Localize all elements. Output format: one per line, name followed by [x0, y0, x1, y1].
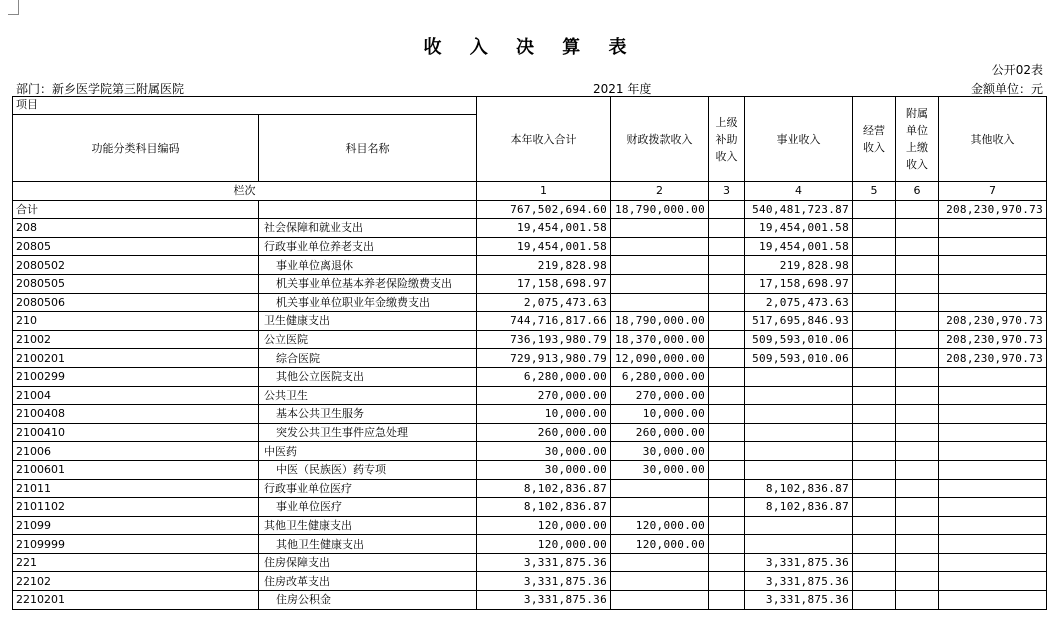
row-amount-col-5 [853, 442, 896, 461]
row-amount-col-5 [853, 349, 896, 368]
column-index-6: 6 [896, 182, 939, 201]
row-subject-name [259, 200, 477, 219]
row-amount-col-5 [853, 219, 896, 238]
row-amount-col-6 [896, 498, 939, 517]
row-amount-col-2 [611, 498, 709, 517]
row-code: 2100601 [13, 460, 259, 479]
row-amount-col-6 [896, 516, 939, 535]
table-row [13, 256, 1047, 275]
row-code: 21004 [13, 386, 259, 405]
row-amount-col-3 [709, 572, 745, 591]
row-amount-col-2 [611, 256, 709, 275]
row-code: 2101102 [13, 498, 259, 517]
row-code: 2210201 [13, 591, 259, 610]
row-amount-col-3 [709, 553, 745, 572]
row-amount-col-5 [853, 330, 896, 349]
table-row [13, 386, 1047, 405]
row-amount-col-3 [709, 591, 745, 610]
table-row [13, 479, 1047, 498]
row-amount-col-1: 17,158,698.97 [477, 274, 611, 293]
row-subject-name: 公共卫生 [259, 386, 477, 405]
column-index-2: 2 [611, 182, 709, 201]
row-amount-col-2: 270,000.00 [611, 386, 709, 405]
row-amount-col-3 [709, 479, 745, 498]
row-amount-col-1: 3,331,875.36 [477, 553, 611, 572]
row-subject-name: 公立医院 [259, 330, 477, 349]
row-amount-col-5 [853, 312, 896, 331]
row-code: 2080506 [13, 293, 259, 312]
row-amount-col-1: 219,828.98 [477, 256, 611, 275]
row-amount-col-6 [896, 293, 939, 312]
row-amount-col-5 [853, 293, 896, 312]
table-row [13, 312, 1047, 331]
row-amount-col-3 [709, 274, 745, 293]
row-subject-name: 住房保障支出 [259, 553, 477, 572]
row-amount-col-6 [896, 460, 939, 479]
row-amount-col-1: 30,000.00 [477, 460, 611, 479]
row-code: 21006 [13, 442, 259, 461]
column-index-3: 3 [709, 182, 745, 201]
row-amount-col-3 [709, 405, 745, 424]
row-amount-col-6 [896, 591, 939, 610]
row-amount-col-4 [745, 442, 853, 461]
row-amount-col-4: 2,075,473.63 [745, 293, 853, 312]
row-subject-name: 机关事业单位基本养老保险缴费支出 [259, 274, 477, 293]
row-code: 2100201 [13, 349, 259, 368]
header-superior-subsidy-line: 收入 [715, 149, 738, 163]
row-amount-col-6 [896, 312, 939, 331]
row-amount-col-1: 3,331,875.36 [477, 572, 611, 591]
row-amount-col-7: 208,230,970.73 [939, 330, 1047, 349]
row-amount-col-5 [853, 423, 896, 442]
row-amount-col-7 [939, 367, 1047, 386]
row-amount-col-4: 8,102,836.87 [745, 498, 853, 517]
table-row [13, 591, 1047, 610]
row-code: 221 [13, 553, 259, 572]
row-amount-col-7 [939, 442, 1047, 461]
table-row [13, 349, 1047, 368]
row-amount-col-2 [611, 591, 709, 610]
row-subject-name: 事业单位医疗 [259, 498, 477, 517]
row-code: 2080505 [13, 274, 259, 293]
row-amount-col-5 [853, 386, 896, 405]
row-amount-col-5 [853, 200, 896, 219]
row-amount-col-4 [745, 423, 853, 442]
table-row [13, 237, 1047, 256]
row-amount-col-6 [896, 386, 939, 405]
header-operating-line: 经营 [863, 124, 885, 137]
row-amount-col-2 [611, 553, 709, 572]
table-row [13, 219, 1047, 238]
row-amount-col-4 [745, 460, 853, 479]
row-amount-col-4: 8,102,836.87 [745, 479, 853, 498]
row-amount-col-4 [745, 405, 853, 424]
row-amount-col-4: 509,593,010.06 [745, 349, 853, 368]
row-amount-col-2: 18,790,000.00 [611, 312, 709, 331]
currency-unit: 金额单位：元 [970, 82, 1043, 96]
row-code: 22102 [13, 572, 259, 591]
row-amount-col-7 [939, 553, 1047, 572]
header-item: 项目 [13, 97, 477, 115]
table-row [13, 535, 1047, 554]
row-amount-col-1: 2,075,473.63 [477, 293, 611, 312]
row-amount-col-1: 736,193,980.79 [477, 330, 611, 349]
row-amount-col-5 [853, 460, 896, 479]
row-amount-col-5 [853, 405, 896, 424]
row-amount-col-5 [853, 256, 896, 275]
row-amount-col-6 [896, 367, 939, 386]
table-row [13, 293, 1047, 312]
row-amount-col-3 [709, 293, 745, 312]
row-amount-col-1: 10,000.00 [477, 405, 611, 424]
header-superior-subsidy-line: 上级 [715, 115, 738, 129]
row-amount-col-2: 10,000.00 [611, 405, 709, 424]
header-other-income: 其他收入 [939, 97, 1047, 182]
header-affiliated-line: 单位 [906, 124, 928, 137]
row-amount-col-5 [853, 535, 896, 554]
row-amount-col-7 [939, 591, 1047, 610]
row-amount-col-5 [853, 572, 896, 591]
column-index-7: 7 [939, 182, 1047, 201]
row-amount-col-2: 260,000.00 [611, 423, 709, 442]
row-amount-col-1: 270,000.00 [477, 386, 611, 405]
row-amount-col-7: 208,230,970.73 [939, 200, 1047, 219]
table-row [13, 460, 1047, 479]
row-amount-col-1: 6,280,000.00 [477, 367, 611, 386]
row-amount-col-1: 767,502,694.60 [477, 200, 611, 219]
header-operating-income [853, 97, 896, 182]
row-code: 2100408 [13, 405, 259, 424]
row-subject-name: 行政事业单位医疗 [259, 479, 477, 498]
row-amount-col-4 [745, 386, 853, 405]
row-amount-col-4: 517,695,846.93 [745, 312, 853, 331]
row-amount-col-6 [896, 219, 939, 238]
table-row [13, 572, 1047, 591]
row-amount-col-1: 120,000.00 [477, 516, 611, 535]
row-amount-col-3 [709, 460, 745, 479]
row-amount-col-2 [611, 572, 709, 591]
row-amount-col-3 [709, 312, 745, 331]
row-amount-col-1: 744,716,817.66 [477, 312, 611, 331]
report-title: 收 入 决 算 表 [423, 37, 638, 58]
row-amount-col-6 [896, 535, 939, 554]
header-business-income: 事业收入 [745, 97, 853, 182]
row-amount-col-6 [896, 423, 939, 442]
row-amount-col-7 [939, 274, 1047, 293]
row-amount-col-1: 3,331,875.36 [477, 591, 611, 610]
row-amount-col-3 [709, 423, 745, 442]
header-subject-name: 科目名称 [259, 115, 477, 182]
table-row [13, 553, 1047, 572]
row-amount-col-3 [709, 367, 745, 386]
row-amount-col-7 [939, 423, 1047, 442]
row-amount-col-6 [896, 237, 939, 256]
row-amount-col-2 [611, 293, 709, 312]
row-amount-col-6 [896, 256, 939, 275]
row-subject-name: 住房公积金 [259, 591, 477, 610]
row-amount-col-6 [896, 349, 939, 368]
row-amount-col-5 [853, 553, 896, 572]
row-amount-col-5 [853, 591, 896, 610]
column-index-1: 1 [477, 182, 611, 201]
row-amount-col-5 [853, 516, 896, 535]
row-subject-name: 中医（民族医）药专项 [259, 460, 477, 479]
row-amount-col-3 [709, 256, 745, 275]
row-subject-name: 住房改革支出 [259, 572, 477, 591]
row-subject-name: 行政事业单位养老支出 [259, 237, 477, 256]
row-amount-col-7 [939, 498, 1047, 517]
row-amount-col-1: 8,102,836.87 [477, 498, 611, 517]
row-amount-col-2: 18,370,000.00 [611, 330, 709, 349]
row-amount-col-7 [939, 293, 1047, 312]
fiscal-year: 2021 年度 [593, 82, 652, 96]
row-amount-col-7 [939, 516, 1047, 535]
header-total-income: 本年收入合计 [477, 97, 611, 182]
column-index-5: 5 [853, 182, 896, 201]
row-amount-col-4: 3,331,875.36 [745, 591, 853, 610]
row-amount-col-2: 30,000.00 [611, 460, 709, 479]
row-amount-col-6 [896, 330, 939, 349]
row-code: 2109999 [13, 535, 259, 554]
header-superior-subsidy-line: 补助 [715, 132, 738, 146]
row-amount-col-6 [896, 553, 939, 572]
row-code: 21011 [13, 479, 259, 498]
row-amount-col-7 [939, 479, 1047, 498]
row-amount-col-4: 3,331,875.36 [745, 553, 853, 572]
row-subject-name: 基本公共卫生服务 [259, 405, 477, 424]
row-amount-col-7 [939, 405, 1047, 424]
total-row [13, 200, 1047, 219]
row-code: 21002 [13, 330, 259, 349]
row-amount-col-4: 509,593,010.06 [745, 330, 853, 349]
row-amount-col-5 [853, 274, 896, 293]
department-label: 部门：新乡医学院第三附属医院 [16, 82, 185, 96]
header-affiliated-income [896, 97, 939, 182]
row-amount-col-4 [745, 367, 853, 386]
row-subject-name: 突发公共卫生事件应急处理 [259, 423, 477, 442]
row-amount-col-4 [745, 516, 853, 535]
header-operating-line: 收入 [863, 141, 885, 154]
row-subject-name: 其他卫生健康支出 [259, 535, 477, 554]
row-amount-col-6 [896, 274, 939, 293]
row-amount-col-4: 19,454,001.58 [745, 237, 853, 256]
document-id: 公开02表 [991, 63, 1043, 77]
row-amount-col-5 [853, 237, 896, 256]
row-amount-col-7 [939, 219, 1047, 238]
header-affiliated-line: 上缴 [906, 141, 928, 154]
row-amount-col-2 [611, 274, 709, 293]
row-amount-col-1: 19,454,001.58 [477, 237, 611, 256]
row-amount-col-6 [896, 572, 939, 591]
row-amount-col-7 [939, 256, 1047, 275]
row-amount-col-3 [709, 386, 745, 405]
row-amount-col-4: 17,158,698.97 [745, 274, 853, 293]
table-row [13, 516, 1047, 535]
row-amount-col-7 [939, 572, 1047, 591]
row-code: 210 [13, 312, 259, 331]
row-amount-col-1: 120,000.00 [477, 535, 611, 554]
header-fiscal-appropriation: 财政拨款收入 [611, 97, 709, 182]
row-amount-col-7 [939, 386, 1047, 405]
row-subject-name: 社会保障和就业支出 [259, 219, 477, 238]
row-amount-col-1: 30,000.00 [477, 442, 611, 461]
row-amount-col-3 [709, 330, 745, 349]
row-amount-col-4 [745, 535, 853, 554]
row-code: 208 [13, 219, 259, 238]
row-amount-col-3 [709, 349, 745, 368]
header-superior-subsidy [709, 97, 745, 182]
table-row [13, 405, 1047, 424]
row-amount-col-7 [939, 535, 1047, 554]
row-amount-col-2: 12,090,000.00 [611, 349, 709, 368]
row-subject-name: 机关事业单位职业年金缴费支出 [259, 293, 477, 312]
row-amount-col-4: 19,454,001.58 [745, 219, 853, 238]
column-index-4: 4 [745, 182, 853, 201]
row-amount-col-3 [709, 219, 745, 238]
row-amount-col-4: 219,828.98 [745, 256, 853, 275]
row-code: 21099 [13, 516, 259, 535]
row-code: 合计 [13, 200, 259, 219]
row-subject-name: 卫生健康支出 [259, 312, 477, 331]
row-amount-col-6 [896, 200, 939, 219]
row-amount-col-3 [709, 200, 745, 219]
row-amount-col-2 [611, 219, 709, 238]
row-amount-col-3 [709, 516, 745, 535]
row-amount-col-2 [611, 237, 709, 256]
row-amount-col-7 [939, 237, 1047, 256]
row-amount-col-1: 19,454,001.58 [477, 219, 611, 238]
row-amount-col-2: 18,790,000.00 [611, 200, 709, 219]
row-amount-col-7 [939, 460, 1047, 479]
row-amount-col-6 [896, 479, 939, 498]
row-code: 2080502 [13, 256, 259, 275]
row-amount-col-5 [853, 479, 896, 498]
header-function-code: 功能分类科目编码 [13, 115, 259, 182]
row-subject-name: 中医药 [259, 442, 477, 461]
row-amount-col-6 [896, 442, 939, 461]
row-amount-col-1: 729,913,980.79 [477, 349, 611, 368]
row-amount-col-3 [709, 498, 745, 517]
row-amount-col-3 [709, 442, 745, 461]
row-amount-col-3 [709, 237, 745, 256]
table-row [13, 442, 1047, 461]
row-subject-name: 其他卫生健康支出 [259, 516, 477, 535]
table-body [13, 200, 1047, 609]
table-row [13, 274, 1047, 293]
row-subject-name: 其他公立医院支出 [259, 367, 477, 386]
row-amount-col-7: 208,230,970.73 [939, 349, 1047, 368]
header-affiliated-line: 附属 [906, 107, 928, 120]
row-code: 20805 [13, 237, 259, 256]
row-subject-name: 综合医院 [259, 349, 477, 368]
row-amount-col-5 [853, 498, 896, 517]
row-amount-col-4: 3,331,875.36 [745, 572, 853, 591]
row-amount-col-5 [853, 367, 896, 386]
row-code: 2100410 [13, 423, 259, 442]
row-amount-col-1: 260,000.00 [477, 423, 611, 442]
row-amount-col-4: 540,481,723.87 [745, 200, 853, 219]
row-amount-col-3 [709, 535, 745, 554]
row-subject-name: 事业单位离退休 [259, 256, 477, 275]
table-row [13, 423, 1047, 442]
row-amount-col-2: 120,000.00 [611, 535, 709, 554]
row-code: 2100299 [13, 367, 259, 386]
row-amount-col-1: 8,102,836.87 [477, 479, 611, 498]
row-amount-col-6 [896, 405, 939, 424]
table-row [13, 498, 1047, 517]
page-corner-mark [8, 0, 19, 15]
header-affiliated-line: 收入 [906, 158, 928, 171]
table-row [13, 330, 1047, 349]
row-amount-col-2: 6,280,000.00 [611, 367, 709, 386]
row-amount-col-2: 30,000.00 [611, 442, 709, 461]
row-amount-col-7: 208,230,970.73 [939, 312, 1047, 331]
table-row [13, 367, 1047, 386]
row-amount-col-2 [611, 479, 709, 498]
income-final-accounts-table [12, 96, 1047, 610]
row-amount-col-2: 120,000.00 [611, 516, 709, 535]
column-index-label: 栏次 [13, 182, 477, 201]
